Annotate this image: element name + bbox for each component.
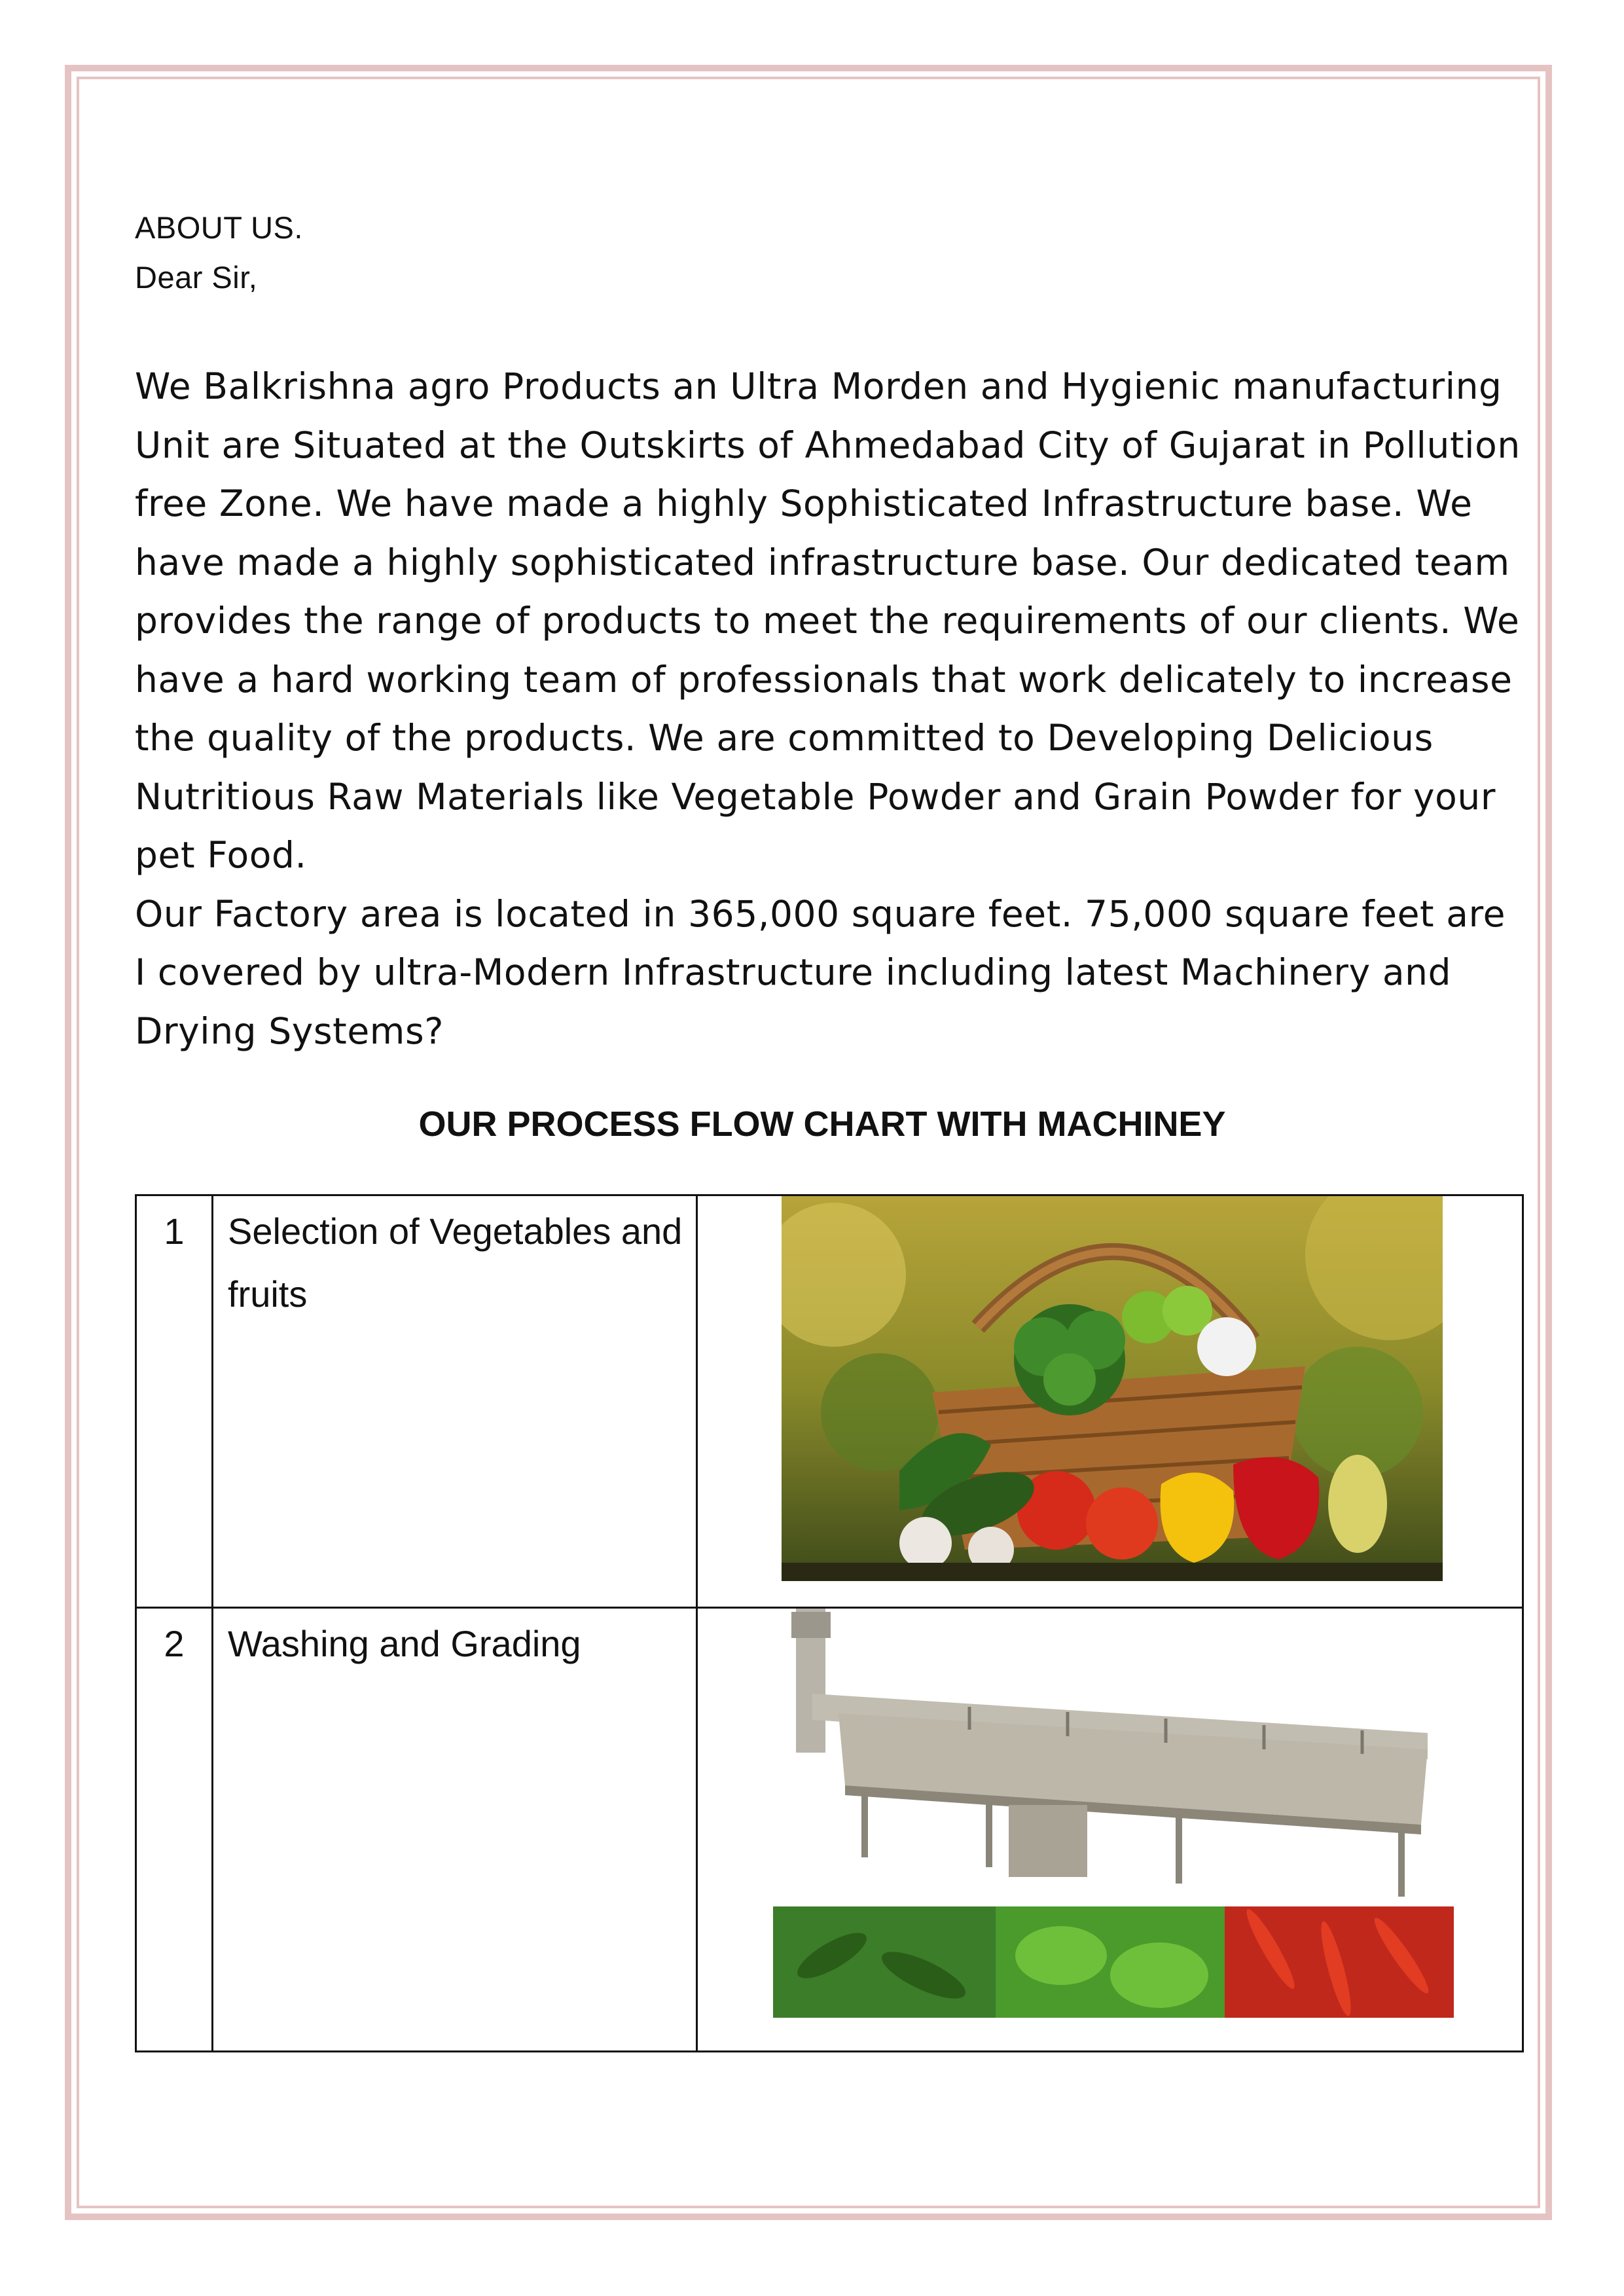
vegetable-basket-photo (782, 1196, 1443, 1581)
step-label: Washing and Grading (213, 1608, 697, 2052)
about-paragraph-1: We Balkrishna agro Products an Ultra Morden and Hygienic manufacturing Unit are Situated at the Outskirts of Ahmedabad City of Gujarat in Pollution free Zone. We have made a highly Sophisticated Infrastructure base. We have made a highly sophisticated infrastructure base. Our dedicated team provides the range of products to meet the requirements of our clients. We have a hard working team of professionals that work delicately to increase the quality of the products. We are committed to Developing Delicious Nutritious Raw Materials like Vegetable Powder and Grain Powder for your pet Food. (135, 365, 1521, 876)
step-label: Selection of Vegetables and fruits (213, 1195, 697, 1608)
step-image-cell (697, 1608, 1523, 2052)
step-image-cell (697, 1195, 1523, 1608)
step-number: 1 (136, 1195, 213, 1608)
table-row (136, 1608, 1523, 2052)
about-paragraph-2: Our Factory area is located in 365,000 square feet. 75,000 square feet are I covered by ultra-Modern Infrastructure including latest Machinery and Drying Systems? (135, 892, 1506, 1052)
salutation: Dear Sir, (135, 260, 258, 295)
about-us-heading: ABOUT US. (135, 210, 303, 245)
process-flow-table (135, 1194, 1524, 2052)
washing-machine-photo (773, 1609, 1454, 2018)
step-number: 2 (136, 1608, 213, 2052)
flow-chart-title: OUR PROCESS FLOW CHART WITH MACHINEY (418, 1104, 1226, 1144)
table-row (136, 1195, 1523, 1608)
about-body (135, 357, 1523, 1061)
